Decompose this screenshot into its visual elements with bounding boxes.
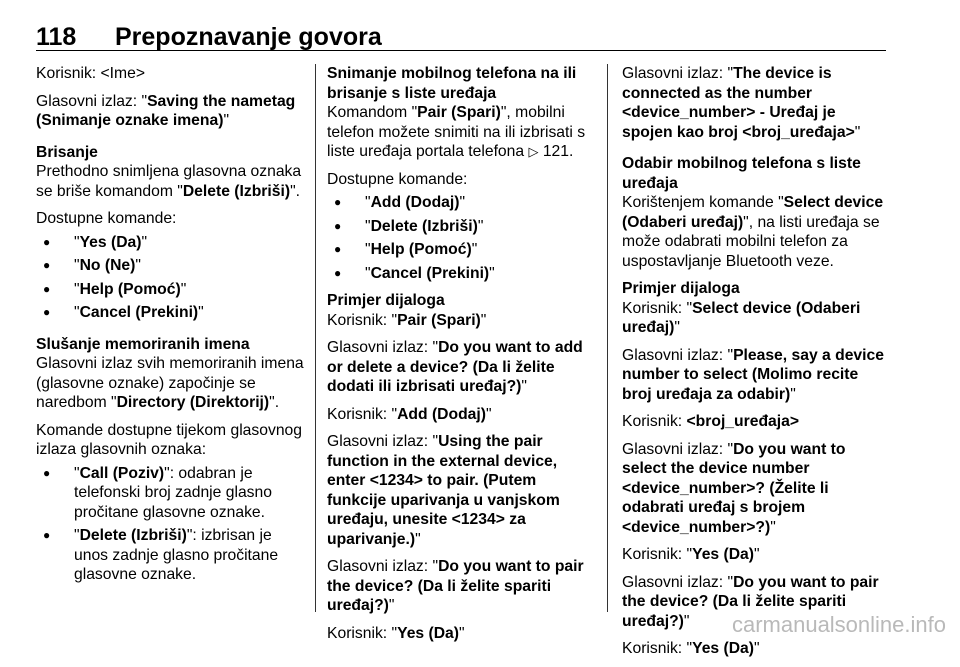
- column-1: [36, 64, 306, 593]
- column-2: [327, 64, 595, 651]
- page-reference: 121: [542, 143, 570, 160]
- column-divider-2: [607, 64, 608, 612]
- dialog-line: Korisnik: "Pair (Spari)": [327, 311, 487, 329]
- dialog-line: Glasovni izlaz: "Please, say a device number to select (Molimo recite broj uređaja za odabir)": [622, 346, 884, 403]
- dialog-line: Korisnik: "Select device (Odaberi uređaj)": [622, 299, 861, 336]
- column-divider-1: [315, 64, 316, 612]
- dialog-line: Glasovni izlaz: "The device is connected as the number <device_number> - Uređaj je spojen kao broj <broj_uređaja>": [622, 65, 861, 141]
- column-3: [622, 64, 890, 667]
- page-number: 118: [36, 23, 77, 51]
- directory-command-list: [36, 464, 306, 585]
- dialog-heading: Primjer dijaloga: [327, 292, 445, 309]
- voice-output-line: Glasovni izlaz: "Saving the nametag (Snimanje oznake imena)": [36, 92, 296, 129]
- slusanje-text: Glasovni izlaz svih memoriranih imena (glasovne oznake) započinje se naredbom "Directory (Direktorij)".: [36, 355, 304, 411]
- list-item: ● "Cancel (Prekini)": [327, 264, 595, 284]
- dialog-line: Korisnik: "Yes (Da)": [622, 546, 760, 563]
- dialog-line: Korisnik: "Add (Dodaj)": [327, 405, 492, 423]
- dialog-line: Glasovni izlaz: "Do you want to pair the device? (Da li želite spariti uređaj?)": [622, 573, 879, 630]
- dialog-line: Korisnik: <broj_uređaja>: [622, 413, 799, 430]
- page-header: [36, 0, 886, 52]
- command-list: [327, 193, 595, 283]
- list-item: ● "Add (Dodaj)": [327, 193, 595, 213]
- list-item: ● "Delete (Izbriši)": [327, 217, 595, 237]
- odabir-text: Korištenjem komande "Select device (Odaberi uređaj)", na listi uređaja se može odabrati mobilni telefon za uspostavljanje Bluetooth veze.: [622, 194, 884, 270]
- dialog-line: Glasovni izlaz: "Do you want to add or delete a device? (Da li želite dodati ili izbrisati uređaj?)": [327, 339, 583, 395]
- page-title: Prepoznavanje govora: [115, 23, 382, 51]
- commands-label: Dostupne komande:: [327, 170, 468, 188]
- user-line: Korisnik: <Ime>: [36, 65, 145, 82]
- section-heading-brisanje: Brisanje: [36, 143, 98, 161]
- page-reference-icon: ▷: [528, 144, 539, 159]
- watermark: carmanualsonline.info: [731, 612, 946, 637]
- list-item: ● "Delete (Izbriši)": izbrisan je unos zadnje glasno pročitane glasovne oznake.: [36, 526, 306, 585]
- list-item: ● "Yes (Da)": [36, 233, 306, 253]
- dialog-line: Glasovni izlaz: "Using the pair function in the external device, enter <1234> to pair. (Putem funkcije uparivanja u vanjskom uređaju, unesite <1234> za uparivanje.)": [327, 433, 560, 548]
- list-item: ● "Help (Pomoć)": [327, 240, 595, 260]
- command-list: [36, 233, 306, 323]
- section-heading-slusanje: Slušanje memoriranih imena: [36, 335, 250, 353]
- dialog-line: Korisnik: "Yes (Da)": [622, 640, 760, 657]
- header-rule: [36, 50, 886, 51]
- snimanje-text: Komandom "Pair (Spari)", mobilni telefon možete snimiti na ili izbrisati s liste uređaja portala telefona ▷ 121.: [327, 104, 586, 160]
- list-item: ● "Help (Pomoć)": [36, 280, 306, 300]
- komande-text: Komande dostupne tijekom glasovnog izlaza glasovnih oznaka:: [36, 421, 302, 458]
- dialog-line: Glasovni izlaz: "Do you want to pair the device? (Da li želite spariti uređaj?)": [327, 558, 584, 614]
- dialog-line: Korisnik: "Yes (Da)": [327, 624, 465, 642]
- section-heading-odabir: Odabir mobilnog telefona s liste uređaja: [622, 155, 861, 192]
- brisanje-text: Prethodno snimljena glasovna oznaka se briše komandom "Delete (Izbriši)".: [36, 163, 302, 200]
- section-heading-snimanje: Snimanje mobilnog telefona na ili brisanje s liste uređaja: [327, 65, 577, 102]
- list-item: ● "Cancel (Prekini)": [36, 303, 306, 323]
- list-item: ● "Call (Poziv)": odabran je telefonski broj zadnje glasno pročitane glasovne oznake.: [36, 464, 306, 523]
- dialog-line: Glasovni izlaz: "Do you want to select the device number <device_number>? (Želite li odabrati uređaj s brojem <device_number>?)": [622, 440, 846, 536]
- list-item: ● "No (Ne)": [36, 256, 306, 276]
- commands-label: Dostupne komande:: [36, 210, 177, 227]
- dialog-heading: Primjer dijaloga: [622, 280, 740, 297]
